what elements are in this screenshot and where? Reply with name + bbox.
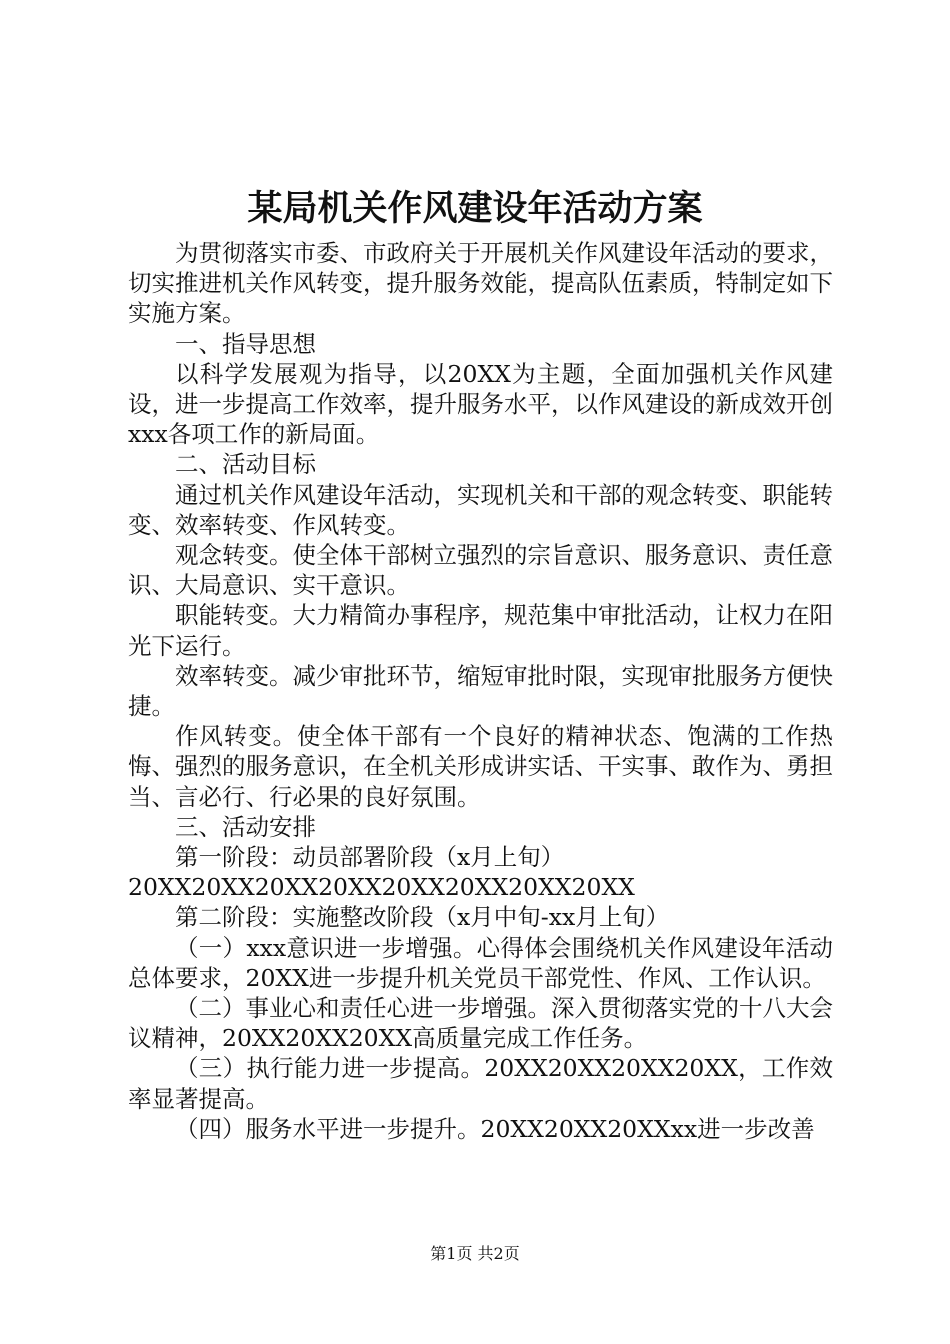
efficiency-change-paragraph: 效率转变。减少审批环节，缩短审批时限，实现审批服务方便快捷。 [128,661,833,721]
guiding-ideology-paragraph: 以科学发展观为指导，以20XX为主题，全面加强机关作风建设，进一步提高工作效率，提升服务水平，以作风建设的新成效开创xxx各项工作的新局面。 [128,359,833,449]
section-heading-guiding-ideology: 一、指导思想 [175,329,316,358]
page-number-footer: 第1页 共2页 [430,1244,520,1263]
document-title: 某局机关作风建设年活动方案 [247,189,703,229]
section-heading-activity-goals: 二、活动目标 [175,450,316,479]
section-heading-activity-arrangement: 三、活动安排 [175,812,316,841]
function-change-paragraph: 职能转变。大力精简办事程序，规范集中审批活动，让权力在阳光下运行。 [128,601,833,660]
phase-one-paragraph: 第一阶段：动员部署阶段（x月上旬） [175,843,565,872]
placeholder-line: 20XX20XX20XX20XX20XX20XX20XX20XX [128,873,635,902]
concept-change-paragraph: 观念转变。使全体干部树立强烈的宗旨意识、服务意识、责任意识、大局意识、实干意识。 [128,541,833,600]
activity-goals-paragraph: 通过机关作风建设年活动，实现机关和干部的观念转变、职能转变、效率转变、作风转变。 [128,480,833,539]
item-three-paragraph: （三）执行能力进一步提高。20XX20XX20XX20XX，工作效率显著提高。 [128,1054,833,1113]
style-change-paragraph: 作风转变。使全体干部有一个良好的精神状态、饱满的工作热悔、强烈的服务意识，在全机关形成讲实话、干实事、敢作为、勇担当、言必行、行必果的良好氛围。 [128,722,833,811]
document-body [128,238,833,1144]
item-two-paragraph: （二）事业心和责任心进一步增强。深入贯彻落实党的十八大会议精神，20XX20XX20XX高质量完成工作任务。 [128,994,833,1053]
item-one-paragraph: （一）xxx意识进一步增强。心得体会围绕机关作风建设年活动总体要求，20XX进一步提升机关党员干部党性、作风、工作认识。 [128,933,833,992]
phase-two-paragraph: 第二阶段：实施整改阶段（x月中旬-xx月上旬） [175,903,670,932]
intro-paragraph: 为贯彻落实市委、市政府关于开展机关作风建设年活动的要求，切实推进机关作风转变，提升服务效能，提高队伍素质，特制定如下实施方案。 [128,239,833,328]
item-four-paragraph: （四）服务水平进一步提升。20XX20XX20XXxx进一步改善 [175,1114,815,1143]
